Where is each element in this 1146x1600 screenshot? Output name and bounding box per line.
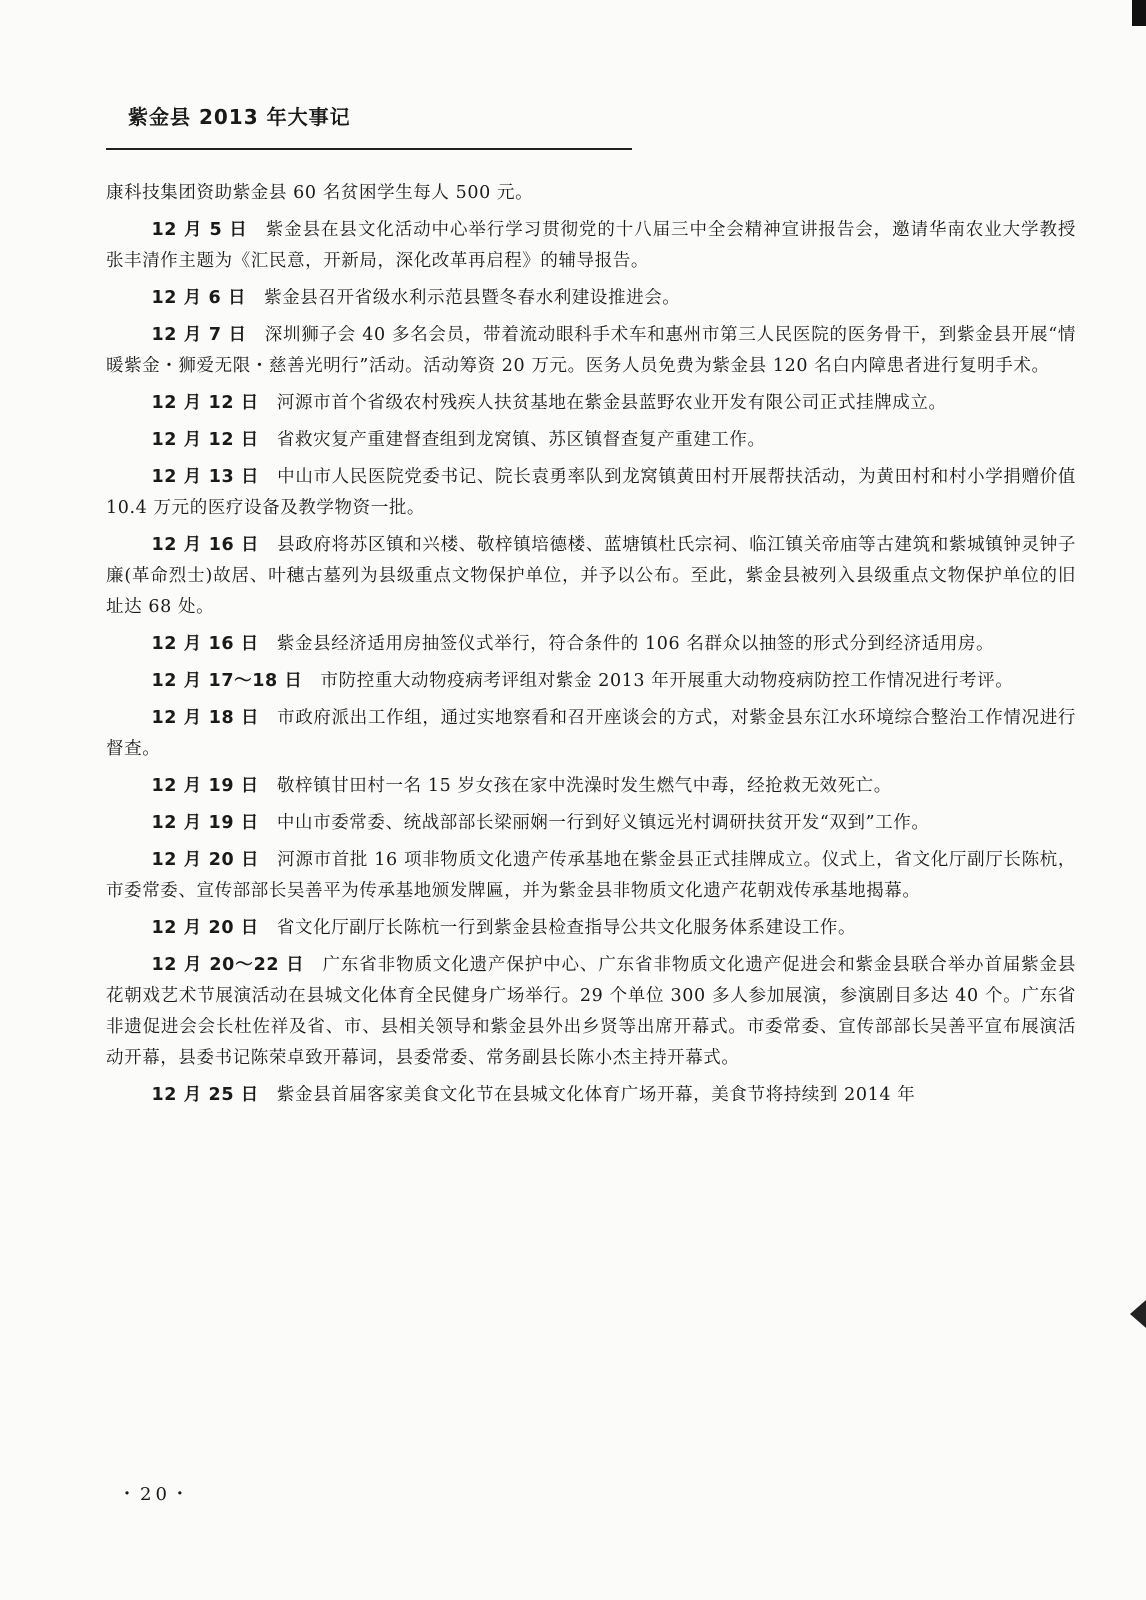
scan-side-mark (1130, 1300, 1146, 1328)
entry-text: 河源市首个省级农村残疾人扶贫基地在紫金县蓝野农业开发有限公司正式挂牌成立。 (276, 393, 947, 413)
entry (106, 950, 1076, 1074)
entry (106, 530, 1076, 623)
intro-paragraph: 康科技集团资助紫金县 60 名贫困学生每人 500 元。 (106, 183, 534, 203)
entry-date: 12 月 19 日 (151, 813, 259, 833)
entry-date: 12 月 20 日 (151, 918, 259, 938)
entry-text: 市防控重大动物疫病考评组对紫金 2013 年开展重大动物疫病防控工作情况进行考评。 (320, 671, 1014, 691)
entry-text: 紫金县在县文化活动中心举行学习贯彻党的十八届三中全会精神宣讲报告会，邀请华南农业大学教授张丰清作主题为《汇民意，开新局，深化改革再启程》的辅导报告。 (106, 220, 1077, 271)
header-rule (106, 148, 632, 150)
entry (106, 629, 1076, 660)
entry-date: 12 月 19 日 (151, 776, 259, 796)
entry-text: 紫金县经济适用房抽签仪式举行，符合条件的 106 名群众以抽签的形式分到经济适用房。 (276, 634, 995, 654)
entry (106, 771, 1076, 802)
entry (106, 388, 1076, 419)
entry-date: 12 月 25 日 (151, 1085, 259, 1105)
entry-text: 敬梓镇甘田村一名 15 岁女孩在家中洗澡时发生燃气中毒，经抢救无效死亡。 (276, 776, 892, 796)
entry-date: 12 月 16 日 (151, 535, 260, 555)
entry-date: 12 月 5 日 (151, 220, 248, 240)
entry (106, 283, 1076, 314)
entry-date: 12 月 16 日 (151, 634, 259, 654)
entry-date: 12 月 12 日 (151, 393, 259, 413)
entry-text: 省救灾复产重建督查组到龙窝镇、苏区镇督查复产重建工作。 (276, 430, 766, 450)
entry-text: 广东省非物质文化遗产保护中心、广东省非物质文化遗产促进会和紫金县联合举办首届紫金县花朝戏艺术节展演活动在县城文化体育全民健身广场举行。29 个单位 300 多人参加展演，参演剧目多达 40 个。广东省非遗促进会会长杜佐祥及省、市、县相关领导和紫金县外出乡贤等出席开幕式。市委常委、宣传部部长吴善平宣布展演活动开幕，县委书记陈荣卓致开幕词，县委常委、常务副县长陈小杰主持开幕式。 (106, 955, 1076, 1068)
entry-date: 12 月 6 日 (151, 288, 247, 308)
entry-date: 12 月 7 日 (151, 325, 247, 345)
scan-edge-mark (1132, 0, 1146, 26)
entry-text: 深圳狮子会 40 多名会员，带着流动眼科手术车和惠州市第三人民医院的医务骨干，到紫金县开展“情暖紫金・狮爱无限・慈善光明行”活动。活动筹资 20 万元。医务人员免费为紫金县 120 名白内障患者进行复明手术。 (106, 325, 1076, 376)
entry-text: 中山市人民医院党委书记、院长袁勇率队到龙窝镇黄田村开展帮扶活动，为黄田村和村小学捐赠价值 10.4 万元的医疗设备及教学物资一批。 (106, 467, 1076, 518)
entry (106, 845, 1076, 907)
entry-text: 中山市委常委、统战部部长梁丽娴一行到好义镇远光村调研扶贫开发“双到”工作。 (276, 813, 930, 833)
entry (106, 320, 1076, 382)
entry-date: 12 月 20～22 日 (151, 955, 305, 975)
entry-text: 县政府将苏区镇和兴楼、敬梓镇培德楼、蓝塘镇杜氏宗祠、临江镇关帝庙等古建筑和紫城镇钟灵钟子廉(革命烈士)故居、叶穗古墓列为县级重点文物保护单位，并予以公布。至此，紫金县被列入县级重点文物保护单位的旧址达 68 处。 (106, 535, 1076, 617)
entry (106, 913, 1076, 944)
entry-text: 河源市首批 16 项非物质文化遗产传承基地在紫金县正式挂牌成立。仪式上，省文化厅副厅长陈杭，市委常委、宣传部部长吴善平为传承基地颁发牌匾，并为紫金县非物质文化遗产花朝戏传承基地揭幕。 (106, 850, 1076, 901)
entry (106, 425, 1076, 456)
entry-text: 紫金县首届客家美食文化节在县城文化体育广场开幕，美食节将持续到 2014 年 (276, 1085, 916, 1105)
entry-text: 紫金县召开省级水利示范县暨冬春水利建设推进会。 (264, 288, 681, 308)
page-number: ・20・ (118, 1484, 193, 1505)
entry-text: 省文化厅副厅长陈杭一行到紫金县检查指导公共文化服务体系建设工作。 (276, 918, 857, 938)
entry-date: 12 月 13 日 (151, 467, 260, 487)
entry (106, 1080, 1076, 1111)
entry (106, 666, 1076, 697)
entry-text: 市政府派出工作组，通过实地察看和召开座谈会的方式，对紫金县东江水环境综合整治工作情况进行督查。 (106, 708, 1076, 759)
entry-date: 12 月 20 日 (151, 850, 260, 870)
entry-date: 12 月 17～18 日 (151, 671, 303, 691)
entry-date: 12 月 12 日 (151, 430, 259, 450)
running-header-title: 紫金县 2013 年大事记 (128, 105, 351, 129)
entry-date: 12 月 18 日 (151, 708, 260, 728)
entry (106, 215, 1076, 277)
entry (106, 703, 1076, 765)
entry (106, 808, 1076, 839)
chronicle-body (106, 178, 1076, 1117)
entry (106, 462, 1076, 524)
